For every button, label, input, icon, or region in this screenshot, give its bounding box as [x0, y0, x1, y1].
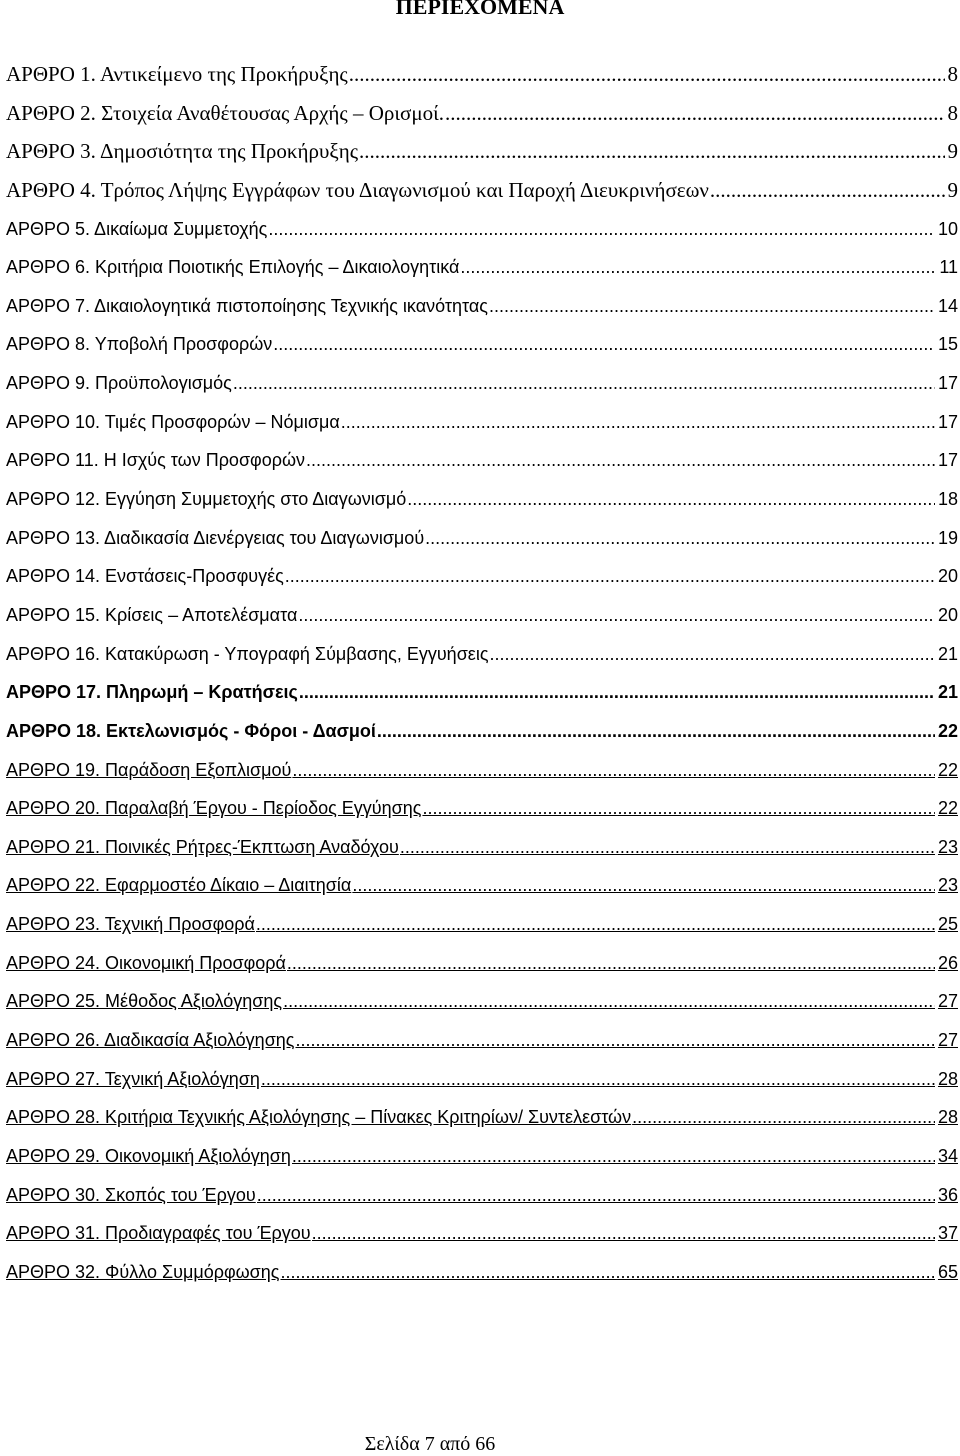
toc-entry-18[interactable] — [6, 716, 958, 755]
toc-entry-title: ΑΡΘΡΟ 6. Κριτήρια Ποιοτικής Επιλογής – Δικαιολογητικά — [6, 257, 460, 278]
toc-entry-title: ΑΡΘΡΟ 19. Παράδοση Εξοπλισμού — [6, 759, 292, 780]
toc-entry-1[interactable] — [6, 59, 958, 98]
toc-entry-title: ΑΡΘΡΟ 22. Εφαρμοστέο Δίκαιο – Διαιτησία — [6, 875, 352, 896]
toc-entry-19[interactable] — [6, 755, 958, 794]
toc-entry-page: 9 — [947, 177, 958, 202]
toc-entry-page: 34 — [937, 1145, 958, 1166]
toc-entry-5[interactable] — [6, 214, 958, 253]
dot-leader — [349, 59, 945, 89]
toc-entry-page: 65 — [937, 1261, 958, 1282]
toc-entry-title: ΑΡΘΡΟ 20. Παραλαβή Έργου - Περίοδος Εγγύησης — [6, 798, 422, 819]
toc-entry-title: ΑΡΘΡΟ 14. Ενστάσεις-Προσφυγές — [6, 566, 284, 587]
page-footer: Σελίδα 7 από 66 — [364, 1433, 496, 1455]
toc-entry-25[interactable] — [6, 986, 958, 1025]
dot-leader — [306, 445, 935, 475]
toc-entry-page: 23 — [937, 875, 958, 896]
dot-leader — [298, 600, 935, 630]
dot-leader — [285, 561, 935, 591]
toc-entry-27[interactable] — [6, 1064, 958, 1103]
toc-entry-page: 9 — [947, 139, 958, 164]
toc-entry-page: 18 — [937, 489, 958, 510]
toc-entry-6[interactable] — [6, 252, 958, 291]
toc-entry-page: 19 — [937, 527, 958, 548]
toc-entry-8[interactable] — [6, 329, 958, 368]
toc-entry-page: 8 — [947, 100, 958, 125]
toc-entry-title: ΑΡΘΡΟ 1. Αντικείμενο της Προκήρυξης — [6, 62, 348, 86]
toc-entry-page: 28 — [937, 1068, 958, 1089]
dot-leader — [273, 329, 935, 359]
dot-leader — [299, 677, 935, 707]
toc-entry-13[interactable] — [6, 523, 958, 562]
toc-entry-31[interactable] — [6, 1218, 958, 1257]
dot-leader — [312, 1218, 935, 1248]
dot-leader — [261, 1064, 935, 1094]
dot-leader — [490, 639, 935, 669]
toc-entry-page: 23 — [937, 836, 958, 857]
toc-entry-16[interactable] — [6, 639, 958, 678]
toc-entry-page: 22 — [937, 798, 958, 819]
toc-entry-title: ΑΡΘΡΟ 24. Οικονομική Προσφορά — [6, 952, 286, 973]
dot-leader — [460, 252, 936, 282]
dot-leader — [632, 1102, 935, 1132]
toc-entry-3[interactable] — [6, 136, 958, 175]
toc-entry-title: ΑΡΘΡΟ 30. Σκοπός του Έργου — [6, 1184, 256, 1205]
dot-leader — [422, 793, 935, 823]
dot-leader — [295, 1025, 934, 1055]
toc-entry-title: ΑΡΘΡΟ 28. Κριτήρια Τεχνικής Αξιολόγησης – Πίνακες Κριτηρίων/ Συντελεστών — [6, 1107, 632, 1128]
toc-entry-2[interactable] — [6, 98, 958, 137]
toc-entry-title: ΑΡΘΡΟ 12. Εγγύηση Συμμετοχής στο Διαγωνισμό — [6, 489, 407, 510]
toc-entry-page: 25 — [937, 914, 958, 935]
dot-leader — [489, 291, 935, 321]
toc-entry-15[interactable] — [6, 600, 958, 639]
toc-entry-title: ΑΡΘΡΟ 4. Τρόπος Λήψης Εγγράφων του Διαγωνισμού και Παροχή Διευκρινήσεων — [6, 177, 709, 202]
toc-entry-title: ΑΡΘΡΟ 15. Κρίσεις – Αποτελέσματα — [6, 604, 298, 625]
toc-entry-page: 17 — [937, 450, 958, 471]
toc-entry-page: 26 — [937, 952, 958, 973]
dot-leader — [233, 368, 935, 398]
toc-entry-page: 8 — [947, 62, 958, 86]
table-of-contents — [6, 59, 958, 1296]
dot-leader — [280, 1257, 934, 1287]
toc-entry-page: 27 — [937, 991, 958, 1012]
toc-entry-page: 20 — [937, 604, 958, 625]
toc-entry-page: 15 — [937, 334, 958, 355]
toc-entry-title: ΑΡΘΡΟ 23. Τεχνική Προσφορά — [6, 914, 255, 935]
toc-entry-page: 22 — [937, 759, 958, 780]
toc-entry-17[interactable] — [6, 677, 958, 716]
toc-entry-title: ΑΡΘΡΟ 11. Η Ισχύς των Προσφορών — [6, 450, 306, 471]
toc-entry-page: 28 — [937, 1107, 958, 1128]
toc-entry-title: ΑΡΘΡΟ 9. Προϋπολογισμός — [6, 373, 232, 394]
toc-entry-12[interactable] — [6, 484, 958, 523]
toc-entry-title: ΑΡΘΡΟ 7. Δικαιολογητικά πιστοποίησης Τεχνικής ικανότητας — [6, 295, 488, 316]
toc-entry-title: ΑΡΘΡΟ 3. Δημοσιότητα της Προκήρυξης — [6, 139, 359, 164]
toc-entry-title: ΑΡΘΡΟ 10. Τιμές Προσφορών – Νόμισμα — [6, 411, 340, 432]
toc-entry-page: 22 — [937, 720, 958, 741]
toc-entry-page: 11 — [939, 257, 958, 278]
toc-entry-4[interactable] — [6, 175, 958, 214]
toc-entry-title: ΑΡΘΡΟ 26. Διαδικασία Αξιολόγησης — [6, 1030, 295, 1051]
toc-entry-title: ΑΡΘΡΟ 16. Κατακύρωση - Υπογραφή Σύμβασης, Εγγυήσεις — [6, 643, 489, 664]
toc-entry-page: 37 — [937, 1223, 958, 1244]
toc-entry-32[interactable] — [6, 1257, 958, 1296]
dot-leader — [377, 716, 935, 746]
toc-entry-title: ΑΡΘΡΟ 32. Φύλλο Συμμόρφωσης — [6, 1261, 280, 1282]
toc-entry-page: 21 — [937, 643, 958, 664]
toc-entry-29[interactable] — [6, 1141, 958, 1180]
toc-entry-title: ΑΡΘΡΟ 17. Πληρωμή – Κρατήσεις — [6, 682, 298, 703]
dot-leader — [268, 214, 935, 244]
toc-entry-10[interactable] — [6, 407, 958, 446]
toc-entry-page: 21 — [937, 682, 958, 703]
toc-entry-page: 36 — [937, 1184, 958, 1205]
dot-leader — [341, 407, 935, 437]
toc-entry-11[interactable] — [6, 445, 958, 484]
dot-leader — [256, 909, 935, 939]
toc-entry-title: ΑΡΘΡΟ 2. Στοιχεία Αναθέτουσας Αρχής – Ορισμοί. — [6, 100, 445, 125]
toc-entry-title: ΑΡΘΡΟ 13. Διαδικασία Διενέργειας του Διαγωνισμού — [6, 527, 425, 548]
toc-entry-title: ΑΡΘΡΟ 31. Προδιαγραφές του Έργου — [6, 1223, 311, 1244]
toc-entry-title: ΑΡΘΡΟ 21. Ποινικές Ρήτρες-Έκπτωση Αναδόχου — [6, 836, 399, 857]
toc-entry-page: 10 — [937, 218, 958, 239]
page-title: ΠΕΡΙΕΧΟΜΕΝΑ — [395, 0, 565, 19]
toc-entry-28[interactable] — [6, 1102, 958, 1141]
dot-leader — [283, 986, 935, 1016]
toc-entry-title: ΑΡΘΡΟ 27. Τεχνική Αξιολόγηση — [6, 1068, 260, 1089]
dot-leader — [257, 1180, 935, 1210]
toc-entry-title: ΑΡΘΡΟ 25. Μέθοδος Αξιολόγησης — [6, 991, 283, 1012]
dot-leader — [292, 755, 935, 785]
dot-leader — [292, 1141, 935, 1171]
dot-leader — [359, 136, 944, 166]
dot-leader — [425, 523, 935, 553]
toc-entry-24[interactable] — [6, 948, 958, 987]
toc-entry-26[interactable] — [6, 1025, 958, 1064]
toc-entry-23[interactable] — [6, 909, 958, 948]
dot-leader — [407, 484, 935, 514]
toc-entry-page: 17 — [937, 411, 958, 432]
toc-entry-14[interactable] — [6, 561, 958, 600]
toc-entry-9[interactable] — [6, 368, 958, 407]
toc-entry-page: 20 — [937, 566, 958, 587]
dot-leader — [445, 98, 944, 128]
toc-entry-page: 14 — [937, 295, 958, 316]
toc-entry-title: ΑΡΘΡΟ 29. Οικονομική Αξιολόγηση — [6, 1145, 291, 1166]
toc-entry-20[interactable] — [6, 793, 958, 832]
dot-leader — [287, 948, 935, 978]
toc-entry-21[interactable] — [6, 832, 958, 871]
toc-entry-7[interactable] — [6, 291, 958, 330]
dot-leader — [352, 870, 935, 900]
toc-entry-title: ΑΡΘΡΟ 18. Εκτελωνισμός - Φόροι - Δασμοί — [6, 720, 376, 741]
toc-entry-page: 27 — [937, 1030, 958, 1051]
toc-entry-page: 17 — [937, 373, 958, 394]
dot-leader — [710, 175, 945, 205]
toc-entry-title: ΑΡΘΡΟ 5. Δικαίωμα Συμμετοχής — [6, 218, 268, 239]
toc-entry-30[interactable] — [6, 1180, 958, 1219]
dot-leader — [400, 832, 935, 862]
toc-entry-22[interactable] — [6, 870, 958, 909]
toc-entry-title: ΑΡΘΡΟ 8. Υποβολή Προσφορών — [6, 334, 273, 355]
